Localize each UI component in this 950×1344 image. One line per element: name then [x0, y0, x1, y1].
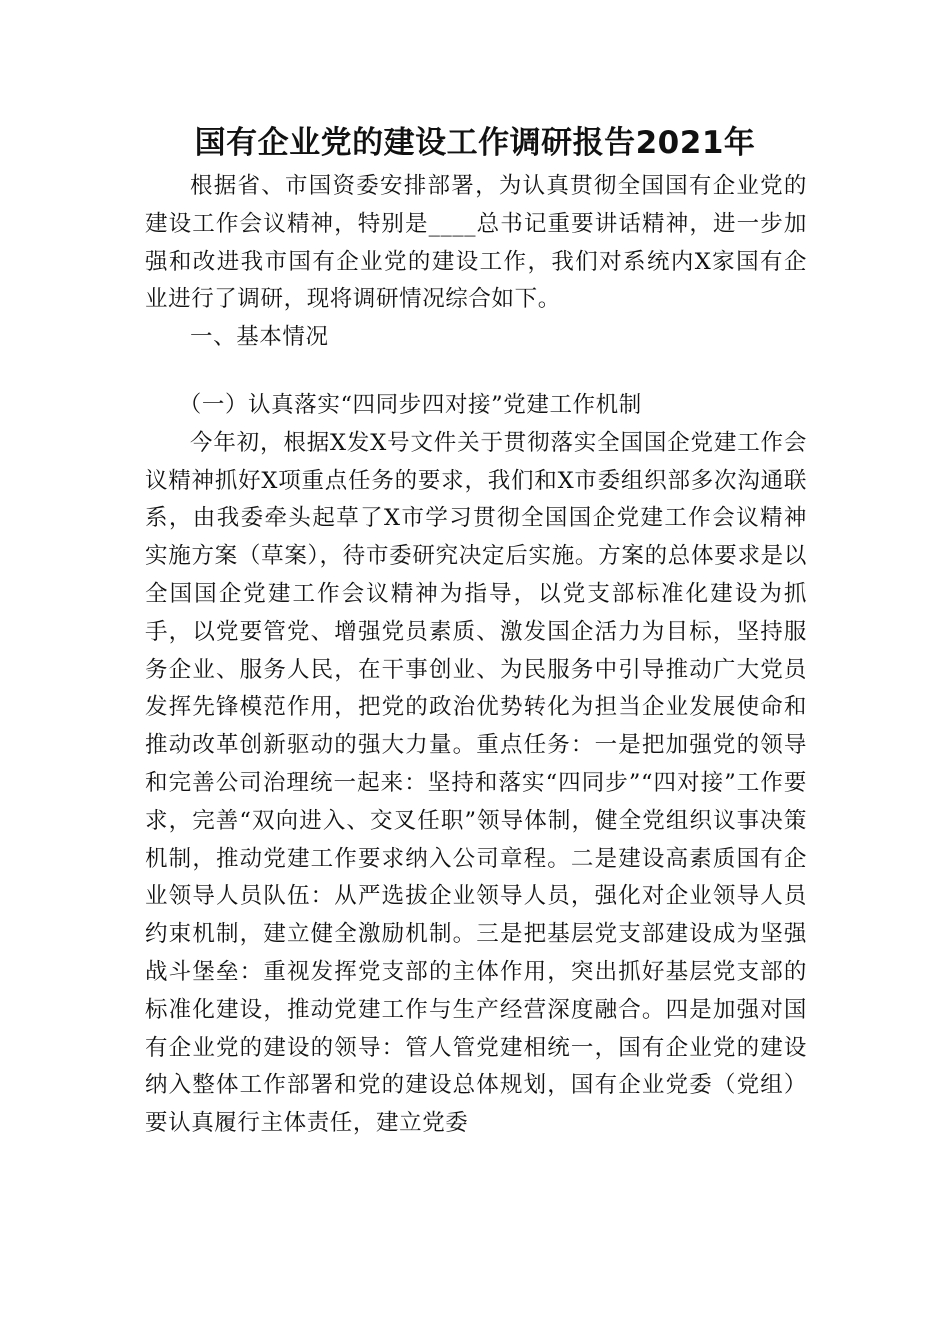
body-paragraph: 今年初，根据X发X号文件关于贯彻落实全国国企党建工作会议精神抓好X项重点任务的要求，我们和X市委组织部多次沟通联系，由我委牵头起草了X市学习贯彻全国国企党建工作会议精神实施方案（草案），待市委研究决定后实施。方案的总体要求是以全国国企党建工作会议精神为指导，以党支部标准化建设为抓手，以党要管党、增强党员素质、激发国企活力为目标，坚持服务企业、服务人民，在干事创业、为民服务中引导推动广大党员发挥先锋模范作用，把党的政治优势转化为担当企业发展使命和推动改革创新驱动的强大力量。重点任务：一是把加强党的领导和完善公司治理统一起来：坚持和落实“四同步”“四对接”工作要求，完善“双向进入、交叉任职”领导体制，健全党组织议事决策机制，推动党建工作要求纳入公司章程。二是建设高素质国有企业领导人员队伍：从严选拔企业领导人员，强化对企业领导人员约束机制，建立健全激励机制。三是把基层党支部建设成为坚强战斗堡垒：重视发挥党支部的主体作用，突出抓好基层党支部的标准化建设，推动党建工作与生产经营深度融合。四是加强对国有企业党的建设的领导：管人管党建相统一，国有企业党的建设纳入整体工作部署和党的建设总体规划，国有企业党委（党组）要认真履行主体责任，建立党委 — [145, 429, 807, 1137]
document-body — [145, 168, 807, 1143]
subsection-heading: （一）认真落实“四同步四对接”党建工作机制 — [178, 391, 642, 418]
section-heading: 一、基本情况 — [190, 324, 329, 351]
document-title: 国有企业党的建设工作调研报告2021年 — [194, 125, 756, 161]
intro-paragraph: 根据省、市国资委安排部署，为认真贯彻全国国有企业党的建设工作会议精神，特别是____总书记重要讲话精神，进一步加强和改进我市国有企业党的建设工作，我们对系统内X家国有企业进行了调研，现将调研情况综合如下。 — [145, 173, 807, 313]
